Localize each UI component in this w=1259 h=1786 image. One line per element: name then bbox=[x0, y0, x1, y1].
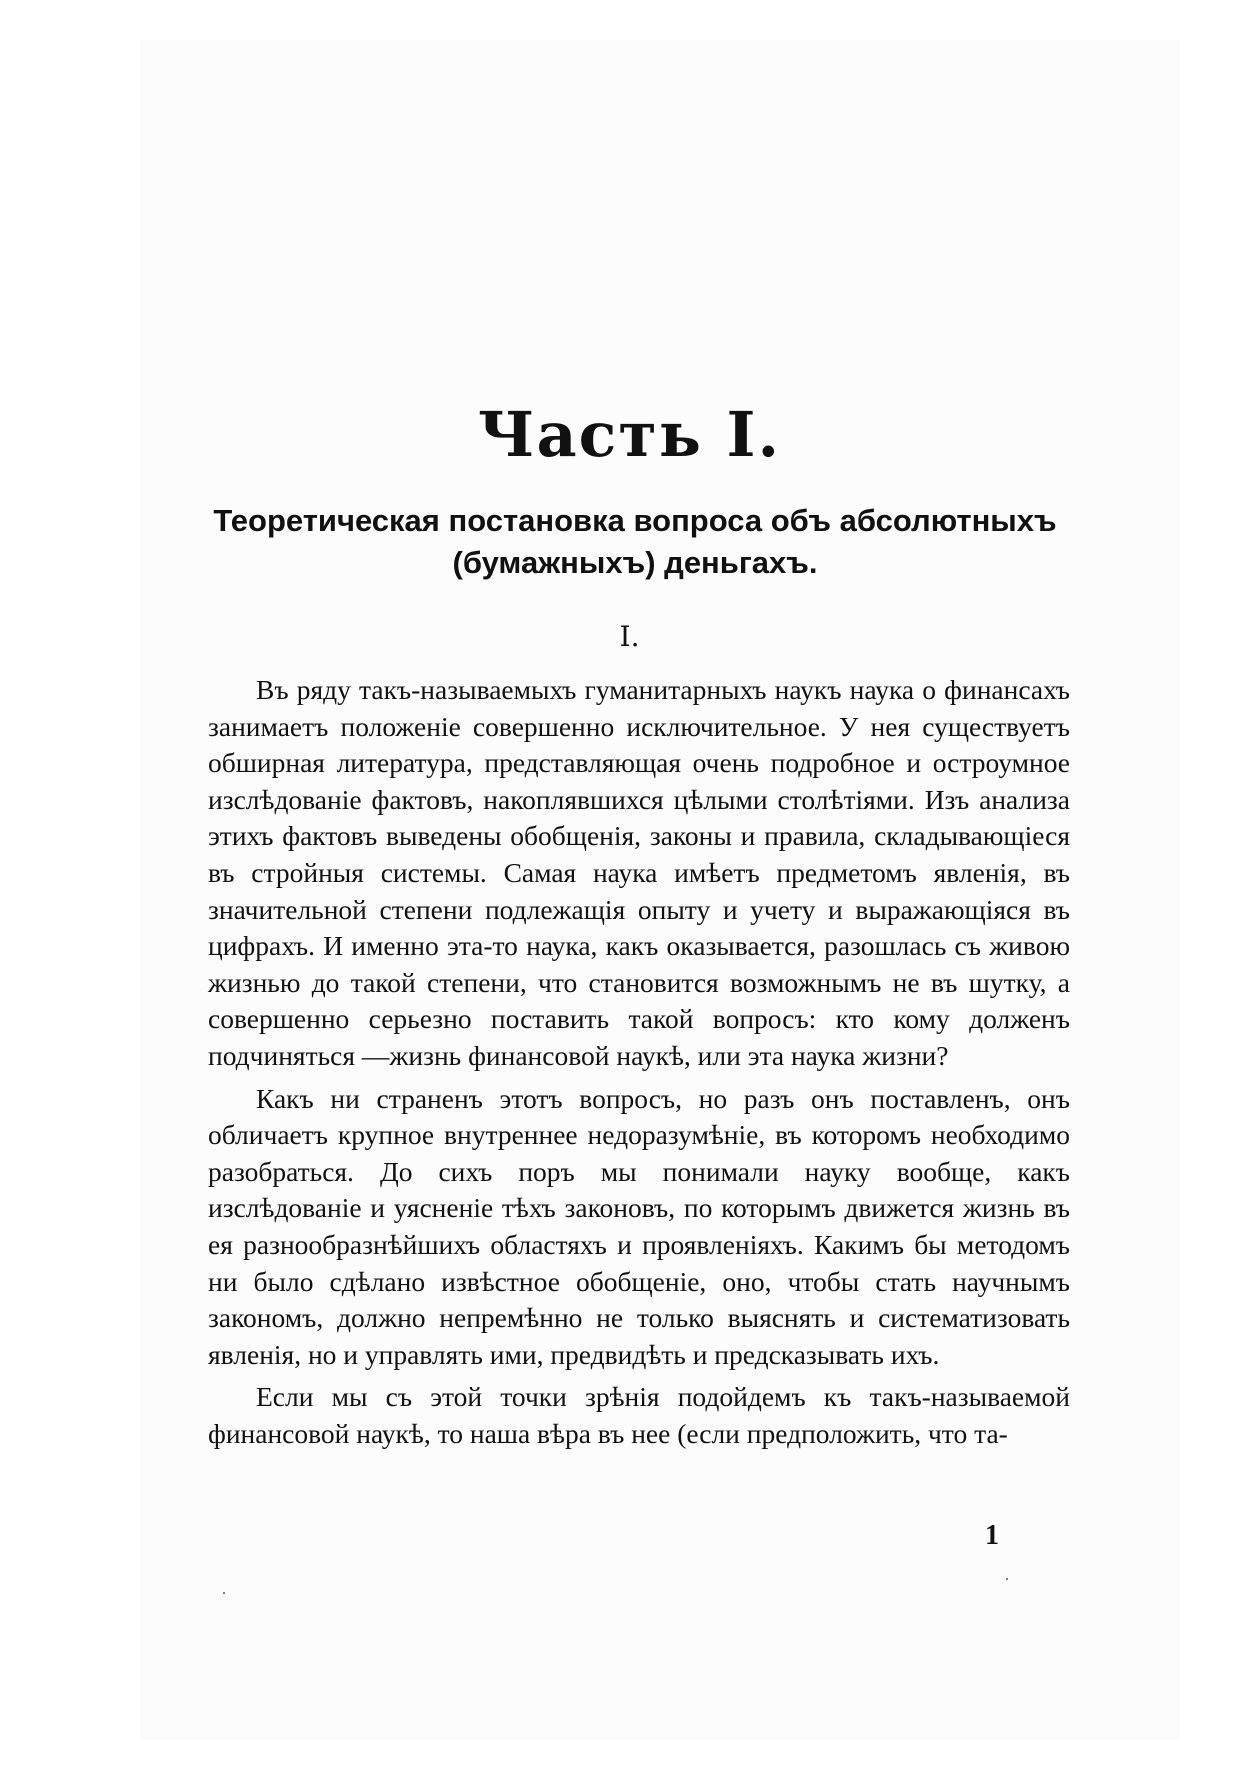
scan-speck bbox=[1006, 1578, 1008, 1580]
part-subtitle: Теоретическая постановка вопроса объ абсолютныхъ (бумажныхъ) деньгахъ. bbox=[213, 503, 1057, 580]
paragraph: Какъ ни страненъ этотъ вопросъ, но разъ онъ поставленъ, онъ обличаетъ крупное внутреннее недоразумѣніе, въ которомъ необходимо разобраться. До сихъ поръ мы понимали науку вообще, какъ изслѣдованіе и уясненіе тѣхъ законовъ, по которымъ движется жизнь въ ея разнообразнѣйшихъ областяхъ и проявленіяхъ. Какимъ бы методомъ ни было сдѣлано извѣстное обобщеніе, оно, чтобы стать научнымъ закономъ, должно непремѣнно не только выяснять и систематизовать явленія, но и управлять ими, предвидѣть и предсказывать ихъ. bbox=[208, 1082, 1070, 1370]
page-number: 1 bbox=[985, 1520, 999, 1551]
section-numeral: I. bbox=[619, 620, 640, 653]
body-text bbox=[208, 672, 1070, 1458]
paragraph: Если мы съ этой точки зрѣнія подойдемъ къ такъ-называемой финансовой наукѣ, то наша вѣра въ нее (если предположить, что та- bbox=[208, 1381, 1070, 1449]
scan-speck bbox=[223, 1592, 225, 1594]
part-title: Часть I. bbox=[477, 398, 782, 471]
paragraph: Въ ряду такъ-называемыхъ гуманитарныхъ наукъ наука о финансахъ занимаетъ положеніе совершенно исключительное. У нея существуетъ обширная литература, представляющая очень подробное и остроумное изслѣдованіе фактовъ, накоплявшихся цѣлыми столѣтіями. Изъ анализа этихъ фактовъ выведены обобщенія, законы и правила, складывающіеся въ стройныя системы. Самая наука имѣетъ предметомъ явленія, въ значительной степени подлежащія опыту и учету и выражающіяся въ цифрахъ. И именно эта-то наука, какъ оказывается, разошлась съ живою жизнью до такой степени, что становится возможнымъ не въ шутку, а совершенно серьезно поставить такой вопросъ: кто кому долженъ подчиняться —жизнь финансовой наукѣ, или эта наука жизни? bbox=[208, 674, 1070, 1071]
